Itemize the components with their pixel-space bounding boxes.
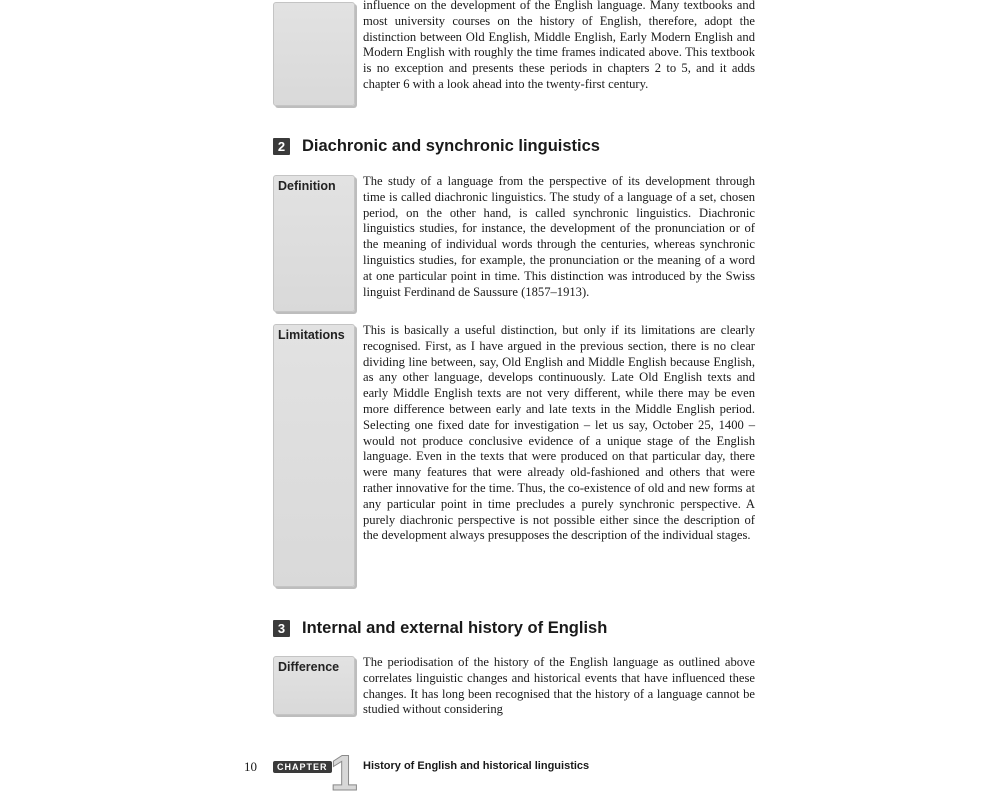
- chapter-tag: CHAPTER: [273, 761, 332, 773]
- section-title: Diachronic and synchronic linguistics: [302, 137, 600, 155]
- limitations-paragraph: This is basically a useful distinction, but only if its limitations are clearly recognised. First, as I have argued in the previous section, there is no clear dividing line between, say, Old English and Middle English because English, as any other language, develops continuously. Late Old English texts and early Middle English texts are not very different, while there may be even more difference between early and late texts in the Middle English period. Selecting one fixed date for investigation – let us say, October 25, 1400 – would not produce conclusive evidence of a unique stage of the English language. Even in the texts that were produced on that particular day, there were many features that were already old-fashioned and others that were rather innovative for the time. Thus, the co-existence of old and new forms at any particular point in time precludes a purely synchronic perspective. A purely diachronic perspective is not possible either since the description of the development always presupposes the description of the individual stages.: [363, 323, 755, 543]
- margin-box-difference: [273, 656, 355, 715]
- margin-box-limitations: [273, 324, 355, 587]
- chapter-number: 1: [330, 745, 358, 801]
- page-number: 10: [244, 759, 257, 774]
- intro-paragraph: influence on the development of the English language. Many textbooks and most university courses on the history of English, therefore, adopt the distinction between Old English, Middle English, Early Modern English and Modern English with roughly the time frames indicated above. This textbook is no exception and presents these periods in chapters 2 to 5, and it adds chapter 6 with a look ahead into the twenty-first century.: [363, 0, 755, 91]
- running-title: History of English and historical linguistics: [363, 760, 590, 772]
- section-3-heading: [273, 619, 607, 638]
- section-2-heading: [273, 137, 600, 156]
- margin-label-limitations: Limitations: [278, 328, 345, 342]
- margin-box-top: [273, 2, 355, 106]
- margin-box-definition: [273, 175, 355, 312]
- margin-label-definition: Definition: [278, 179, 336, 193]
- definition-paragraph: The study of a language from the perspective of its development through time is called diachronic linguistics. The study of a language of a set, chosen period, on the other hand, is called synchronic linguistics. Diachronic linguistics studies, for instance, the development of the pronunciation or of the meaning of individual words through the centuries, whereas synchronic linguistics studies, for example, the pronunciation or the meaning of a word at one particular point in time. This distinction was introduced by the Swiss linguist Ferdinand de Saussure (1857–1913).: [363, 174, 755, 299]
- section-number-badge: 2: [273, 138, 290, 155]
- section-title: Internal and external history of English: [302, 619, 608, 637]
- difference-paragraph: The periodisation of the history of the English language as outlined above correlates linguistic changes and historical events that have influenced these changes. It has long been recognised that the history of a language cannot be studied without considering: [363, 655, 755, 717]
- margin-label-difference: Difference: [278, 660, 340, 674]
- section-number-badge: 3: [273, 620, 290, 637]
